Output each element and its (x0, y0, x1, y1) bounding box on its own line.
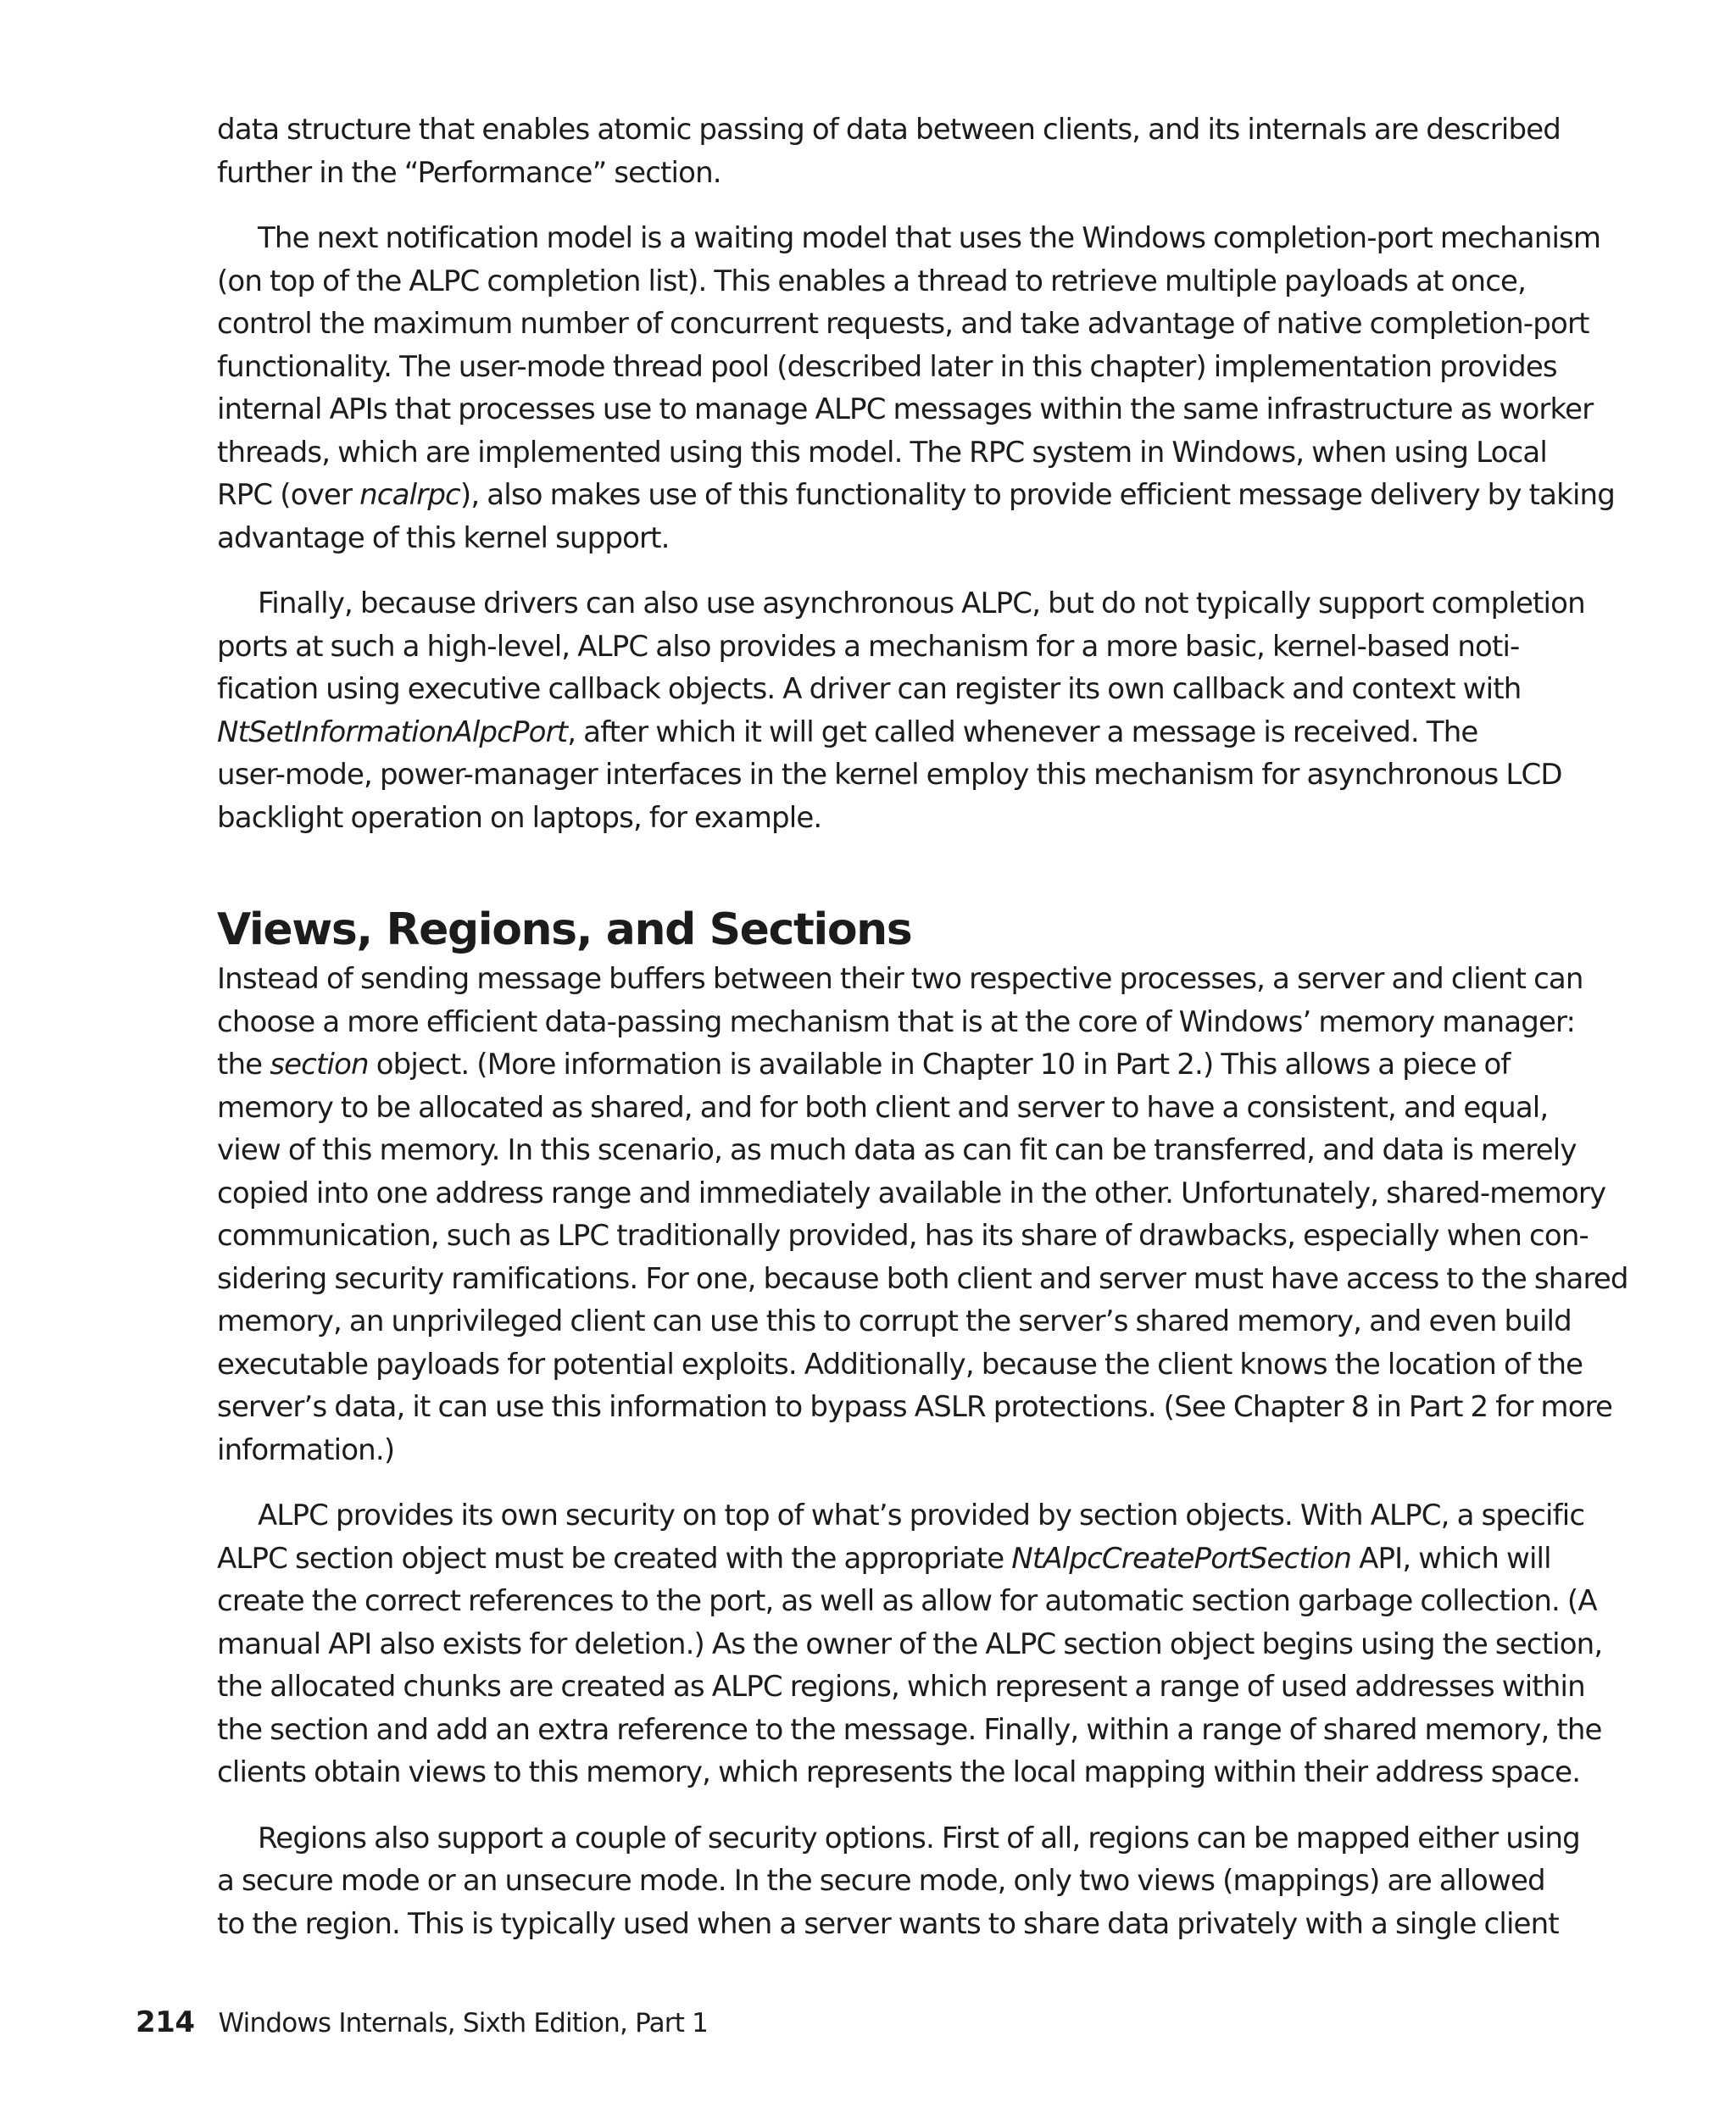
text-run: the (217, 1048, 270, 1082)
text-line: to the region. This is typically used when a server wants to share data privately with a single client (217, 1906, 1559, 1941)
text-line: server’s data, it can use this information to bypass ASLR protections. (See Chapter 8 in Part 2 for more (217, 1390, 1613, 1424)
text-line: the allocated chunks are created as ALPC regions, which represent a range of used addresses within (217, 1670, 1585, 1704)
text-line (217, 711, 1556, 754)
text-line: Finally, because drivers can also use asynchronous ALPC, but do not typically support completion (258, 587, 1585, 620)
book-title: Windows Internals, Sixth Edition, Part 1 (218, 2008, 709, 2038)
text-line: a secure mode or an unsecure mode. In the secure mode, only two views (mappings) are allowed (217, 1864, 1545, 1898)
text-line: data structure that enables atomic passing of data between clients, and its internals are described (217, 113, 1561, 147)
text-line: communication, such as LPC traditionally provided, has its share of drawbacks, especially when con- (217, 1219, 1589, 1253)
text-run: ALPC section object must be created with the appropriate (217, 1541, 1012, 1576)
text-run: RPC (over (217, 478, 360, 512)
text-line: information.) (217, 1432, 395, 1467)
text-line: fication using executive callback objects. A driver can register its own callback and context with (217, 672, 1522, 706)
text-line: memory, an unprivileged client can use this to corrupt the server’s shared memory, and even build (217, 1304, 1572, 1338)
text-line: backlight operation on laptops, for example. (217, 800, 822, 835)
page-body (217, 108, 1628, 1945)
page-number: 214 (136, 2005, 195, 2039)
text-line: sidering security ramifications. For one, because both client and server must have access to the shared (217, 1261, 1628, 1296)
text-line: ALPC provides its own security on top of what’s provided by section objects. With ALPC, a specific (258, 1499, 1585, 1532)
paragraph-continuation (217, 108, 1561, 194)
text-line: memory to be allocated as shared, and for both client and server to have a consistent, and equal, (217, 1090, 1549, 1125)
text-line: ports at such a high-level, ALPC also provides a mechanism for a more basic, kernel-based noti- (217, 629, 1520, 664)
section-heading: Views, Regions, and Sections (217, 904, 912, 955)
italic-term-ntsetinformationalpcport: NtSetInformationAlpcPort (217, 715, 568, 749)
text-line: manual API also exists for deletion.) As the owner of the ALPC section object begins using the section, (217, 1627, 1603, 1661)
text-line: Regions also support a couple of security options. First of all, regions can be mapped either using (258, 1821, 1580, 1855)
text-run: , after which it will get called whenever a message is received. The (567, 715, 1478, 749)
text-line: view of this memory. In this scenario, as much data as can fit can be transferred, and data is merely (217, 1133, 1577, 1167)
text-line (217, 1043, 1556, 1087)
text-line: clients obtain views to this memory, which represents the local mapping within their address space. (217, 1755, 1581, 1789)
text-line: choose a more efficient data-passing mechanism that is at the core of Windows’ memory manager: (217, 1004, 1576, 1039)
text-line: functionality. The user-mode thread pool (described later in this chapter) implementation provides (217, 349, 1557, 384)
paragraph-drivers (217, 582, 1585, 839)
text-line (217, 474, 1615, 517)
text-line: further in the “Performance” section. (217, 155, 721, 190)
text-line: The next notification model is a waiting model that uses the Windows completion-port mechanism (258, 221, 1601, 255)
page-footer (136, 2005, 708, 2039)
text-line: threads, which are implemented using this model. The RPC system in Windows, when using Local (217, 435, 1547, 470)
italic-term-ntalpccreateportsection: NtAlpcCreatePortSection (1011, 1541, 1352, 1576)
text-line (217, 1538, 1556, 1581)
italic-term-ncalrpc: ncalrpc (359, 478, 460, 512)
text-line: (on top of the ALPC completion list). This enables a thread to retrieve multiple payloads at once, (217, 264, 1527, 298)
text-line: control the maximum number of concurrent requests, and take advantage of native completion-port (217, 307, 1589, 341)
text-line: the section and add an extra reference to the message. Finally, within a range of shared memory, the (217, 1712, 1602, 1747)
text-line: executable payloads for potential exploits. Additionally, because the client knows the location of the (217, 1347, 1583, 1382)
text-run: ), also makes use of this functionality to provide efficient message delivery by taking (459, 478, 1615, 512)
text-line: internal APIs that processes use to manage ALPC messages within the same infrastructure as worker (217, 392, 1594, 426)
text-line: user-mode, power-manager interfaces in the kernel employ this mechanism for asynchronous LCD (217, 758, 1562, 792)
text-line: Instead of sending message buffers between their two respective processes, a server and client can (217, 962, 1583, 996)
italic-term-section: section (270, 1048, 369, 1082)
paragraph-regions (217, 1817, 1580, 1946)
text-line: copied into one address range and immediately available in the other. Unfortunately, shared-memory (217, 1176, 1606, 1210)
text-run: object. (More information is available in Chapter 10 in Part 2.) This allows a piece of (368, 1048, 1511, 1082)
text-line: advantage of this kernel support. (217, 520, 670, 555)
text-run: API, which will (1351, 1541, 1551, 1576)
paragraph-alpc-security (217, 1494, 1603, 1794)
text-line: create the correct references to the port, as well as allow for automatic section garbage collection. (A (217, 1584, 1597, 1618)
paragraph-completion-port (217, 217, 1615, 559)
paragraph-sections (217, 958, 1628, 1471)
